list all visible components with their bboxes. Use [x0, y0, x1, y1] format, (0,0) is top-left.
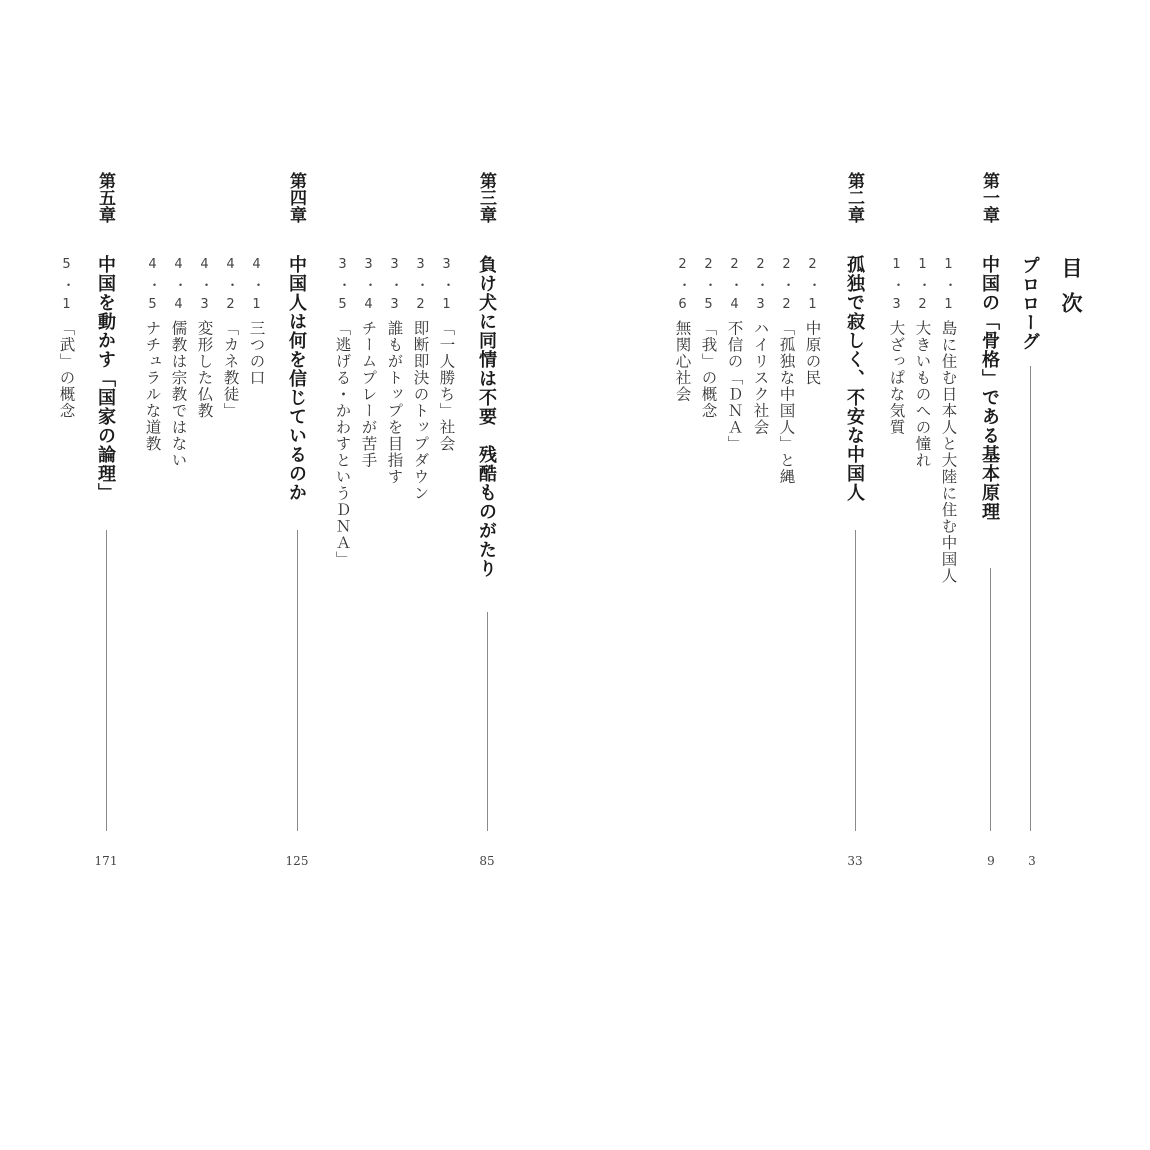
section-1-2-num: 1・2 — [915, 257, 930, 318]
section-4-3-num: 4・3 — [197, 257, 212, 318]
section-1-3-num: 1・3 — [889, 257, 904, 318]
section-3-4-num: 3・4 — [361, 257, 376, 318]
chapter-2-label: 第二章 — [844, 172, 864, 223]
section-4-3-title: 変形した仏教 — [195, 320, 214, 419]
chapter-5-page: 171 — [94, 854, 118, 868]
chapter-2-title: 孤独で寂しく、不安な中国人 — [844, 255, 865, 502]
chapter-5-label: 第五章 — [95, 172, 115, 223]
chapter-1-leader — [990, 568, 991, 831]
section-2-5-num: 2・5 — [701, 257, 716, 318]
section-3-4-title: チームプレーが苦手 — [359, 320, 378, 469]
section-2-3-num: 2・3 — [753, 257, 768, 318]
chapter-4-label: 第四章 — [286, 172, 306, 223]
chapter-3-title: 負け犬に同情は不要 残酷ものがたり — [476, 255, 497, 578]
section-2-1-num: 2・1 — [805, 257, 820, 318]
prologue-leader — [1030, 366, 1031, 831]
section-2-3-title: ハイリスク社会 — [751, 320, 770, 436]
section-2-4-title: 不信の「ＤＮＡ」 — [725, 320, 744, 452]
section-4-4-title: 儒教は宗教ではない — [169, 320, 188, 469]
chapter-4-page: 125 — [285, 854, 309, 868]
section-2-6-title: 無関心社会 — [673, 320, 692, 403]
section-4-2-num: 4・2 — [223, 257, 238, 318]
chapter-4-title: 中国人は何を信じているのか — [286, 255, 307, 502]
chapter-5-leader — [106, 530, 107, 831]
section-1-2-title: 大きいものへの憧れ — [913, 320, 932, 469]
prologue-page: 3 — [1028, 854, 1036, 868]
section-1-1-num: 1・1 — [941, 257, 956, 318]
chapter-1-title: 中国の「骨格」である基本原理 — [979, 255, 1000, 521]
section-2-4-num: 2・4 — [727, 257, 742, 318]
section-4-1-title: 三つの口 — [247, 320, 266, 386]
section-2-6-num: 2・6 — [675, 257, 690, 318]
section-1-3-title: 大ざっぱな気質 — [887, 320, 906, 436]
section-2-5-title: 「我」の概念 — [699, 320, 718, 419]
chapter-3-label: 第三章 — [476, 172, 496, 223]
section-4-2-title: 「カネ教徒」 — [221, 320, 240, 419]
section-4-4-num: 4・4 — [171, 257, 186, 318]
section-3-2-num: 3・2 — [413, 257, 428, 318]
section-3-1-title: 「一人勝ち」社会 — [437, 320, 456, 452]
section-3-2-title: 即断即決のトップダウン — [411, 320, 430, 502]
section-4-1-num: 4・1 — [249, 257, 264, 318]
chapter-2-leader — [855, 530, 856, 831]
section-2-2-num: 2・2 — [779, 257, 794, 318]
section-2-1-title: 中原の民 — [803, 320, 822, 386]
chapter-4-leader — [297, 530, 298, 831]
chapter-1-page: 9 — [987, 854, 995, 868]
section-2-2-title: 「孤独な中国人」と縄 — [777, 320, 796, 485]
chapter-2-page: 33 — [847, 854, 863, 868]
prologue-title: プロローグ — [1019, 256, 1040, 351]
section-3-5-num: 3・5 — [335, 257, 350, 318]
chapter-3-page: 85 — [479, 854, 495, 868]
section-3-1-num: 3・1 — [439, 257, 454, 318]
chapter-3-leader — [487, 612, 488, 831]
section-4-5-title: ナチュラルな道教 — [143, 320, 162, 452]
chapter-1-label: 第一章 — [979, 172, 999, 223]
section-3-3-title: 誰もがトップを目指す — [385, 320, 404, 485]
section-4-5-num: 4・5 — [145, 257, 160, 318]
section-1-1-title: 島に住む日本人と大陸に住む中国人 — [939, 320, 958, 584]
toc-title: 目次 — [1059, 257, 1083, 327]
chapter-5-title: 中国を動かす「国家の論理」 — [95, 255, 116, 502]
section-3-3-num: 3・3 — [387, 257, 402, 318]
section-5-1-title: 「武」の概念 — [57, 320, 76, 419]
section-5-1-num: 5・1 — [59, 257, 74, 318]
section-3-5-title: 「逃げる・かわすというＤＮＡ」 — [333, 320, 352, 568]
